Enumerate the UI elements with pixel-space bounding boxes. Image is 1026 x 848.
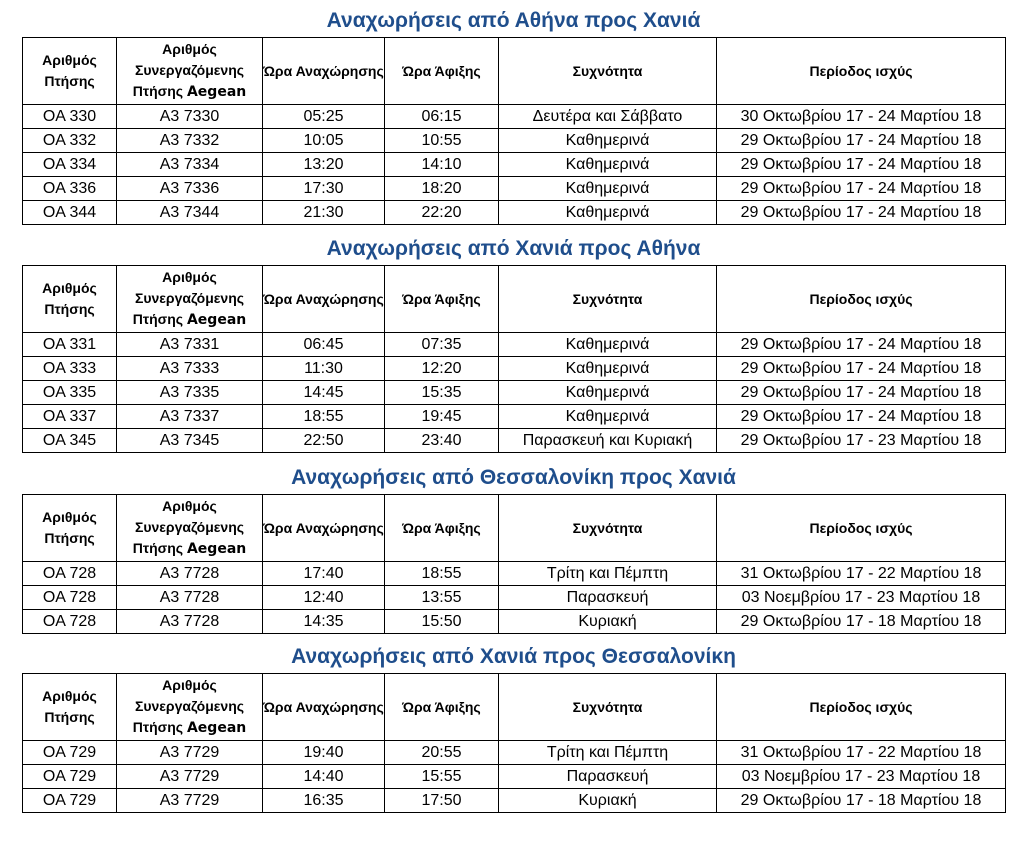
cell-validity-period: 31 Οκτωβρίου 17 - 22 Μαρτίου 18 <box>717 741 1006 765</box>
cell-validity-period: 29 Οκτωβρίου 17 - 24 Μαρτίου 18 <box>717 177 1006 201</box>
cell-arrival-time: 13:55 <box>385 586 499 610</box>
cell-codeshare-number: A3 7337 <box>117 405 263 429</box>
cell-codeshare-number: A3 7728 <box>117 610 263 634</box>
cell-validity-period: 29 Οκτωβρίου 17 - 24 Μαρτίου 18 <box>717 357 1006 381</box>
section-title: Αναχωρήσεις από Χανιά προς Θεσσαλονίκη <box>291 645 736 668</box>
section-title: Αναχωρήσεις από Χανιά προς Αθήνα <box>326 237 701 260</box>
cell-frequency: Παρασκευή <box>499 586 717 610</box>
cell-departure-time: 19:40 <box>263 741 385 765</box>
cell-codeshare-number: A3 7331 <box>117 333 263 357</box>
schedule-table <box>22 494 1006 634</box>
header-flight-number: Αριθμός Πτήσης <box>23 266 117 333</box>
header-codeshare-line3: Πτήσης <box>132 540 184 556</box>
cell-departure-time: 14:40 <box>263 765 385 789</box>
cell-frequency: Καθημερινά <box>499 357 717 381</box>
schedule-table <box>22 37 1006 225</box>
cell-flight-number: OA 728 <box>23 562 117 586</box>
header-validity-period: Περίοδος ισχύς <box>717 495 1006 562</box>
cell-departure-time: 17:40 <box>263 562 385 586</box>
cell-codeshare-number: A3 7729 <box>117 741 263 765</box>
cell-arrival-time: 18:20 <box>385 177 499 201</box>
cell-flight-number: OA 336 <box>23 177 117 201</box>
cell-departure-time: 10:05 <box>263 129 385 153</box>
schedule-table <box>22 673 1006 813</box>
header-codeshare-line3: Πτήσης <box>132 311 184 327</box>
header-departure-time: Ώρα Αναχώρησης <box>263 495 385 562</box>
cell-flight-number: OA 344 <box>23 201 117 225</box>
cell-arrival-time: 10:55 <box>385 129 499 153</box>
cell-arrival-time: 19:45 <box>385 405 499 429</box>
table-row <box>23 765 1006 789</box>
table-row <box>23 741 1006 765</box>
cell-departure-time: 14:45 <box>263 381 385 405</box>
cell-codeshare-number: A3 7344 <box>117 201 263 225</box>
header-flight-number: Αριθμός Πτήσης <box>23 674 117 741</box>
cell-frequency: Καθημερινά <box>499 333 717 357</box>
header-arrival-time: Ώρα Άφιξης <box>385 38 499 105</box>
cell-flight-number: OA 337 <box>23 405 117 429</box>
cell-departure-time: 11:30 <box>263 357 385 381</box>
header-arrival-time: Ώρα Άφιξης <box>385 266 499 333</box>
cell-frequency: Καθημερινά <box>499 153 717 177</box>
cell-arrival-time: 20:55 <box>385 741 499 765</box>
cell-validity-period: 29 Οκτωβρίου 17 - 24 Μαρτίου 18 <box>717 201 1006 225</box>
cell-codeshare-number: A3 7330 <box>117 105 263 129</box>
cell-arrival-time: 18:55 <box>385 562 499 586</box>
cell-arrival-time: 22:20 <box>385 201 499 225</box>
cell-arrival-time: 06:15 <box>385 105 499 129</box>
cell-validity-period: 29 Οκτωβρίου 17 - 18 Μαρτίου 18 <box>717 610 1006 634</box>
header-codeshare-line1: Αριθμός <box>162 498 217 514</box>
header-aegean-brand: Aegean <box>186 720 247 736</box>
cell-frequency: Δευτέρα και Σάββατο <box>499 105 717 129</box>
header-codeshare-flight <box>117 674 263 741</box>
header-codeshare-flight <box>117 38 263 105</box>
cell-validity-period: 29 Οκτωβρίου 17 - 24 Μαρτίου 18 <box>717 405 1006 429</box>
header-row <box>23 266 1006 333</box>
header-validity-period: Περίοδος ισχύς <box>717 674 1006 741</box>
cell-frequency: Καθημερινά <box>499 381 717 405</box>
cell-frequency: Παρασκευή <box>499 765 717 789</box>
cell-validity-period: 29 Οκτωβρίου 17 - 24 Μαρτίου 18 <box>717 129 1006 153</box>
cell-departure-time: 05:25 <box>263 105 385 129</box>
cell-frequency: Κυριακή <box>499 789 717 813</box>
cell-flight-number: OA 334 <box>23 153 117 177</box>
header-aegean-brand: Aegean <box>186 84 247 100</box>
cell-departure-time: 06:45 <box>263 333 385 357</box>
table-row <box>23 610 1006 634</box>
cell-codeshare-number: A3 7333 <box>117 357 263 381</box>
header-codeshare-line1: Αριθμός <box>162 269 217 285</box>
header-codeshare-line3: Πτήσης <box>132 719 184 735</box>
cell-arrival-time: 15:50 <box>385 610 499 634</box>
cell-arrival-time: 17:50 <box>385 789 499 813</box>
cell-flight-number: OA 729 <box>23 789 117 813</box>
header-departure-time: Ώρα Αναχώρησης <box>263 266 385 333</box>
cell-validity-period: 31 Οκτωβρίου 17 - 22 Μαρτίου 18 <box>717 562 1006 586</box>
cell-departure-time: 14:35 <box>263 610 385 634</box>
cell-arrival-time: 14:10 <box>385 153 499 177</box>
table-row <box>23 201 1006 225</box>
cell-validity-period: 29 Οκτωβρίου 17 - 24 Μαρτίου 18 <box>717 153 1006 177</box>
table-row <box>23 789 1006 813</box>
table-row <box>23 153 1006 177</box>
section-title: Αναχωρήσεις από Αθήνα προς Χανιά <box>326 9 701 32</box>
cell-flight-number: OA 728 <box>23 586 117 610</box>
header-frequency: Συχνότητα <box>499 674 717 741</box>
header-departure-time: Ώρα Αναχώρησης <box>263 674 385 741</box>
cell-frequency: Καθημερινά <box>499 177 717 201</box>
cell-frequency: Τρίτη και Πέμπτη <box>499 741 717 765</box>
table-row <box>23 105 1006 129</box>
table-row <box>23 405 1006 429</box>
cell-validity-period: 03 Νοεμβρίου 17 - 23 Μαρτίου 18 <box>717 765 1006 789</box>
cell-validity-period: 29 Οκτωβρίου 17 - 23 Μαρτίου 18 <box>717 429 1006 453</box>
cell-arrival-time: 15:55 <box>385 765 499 789</box>
table-row <box>23 562 1006 586</box>
cell-arrival-time: 12:20 <box>385 357 499 381</box>
table-row <box>23 429 1006 453</box>
header-codeshare-line1: Αριθμός <box>162 677 217 693</box>
cell-flight-number: OA 729 <box>23 765 117 789</box>
cell-departure-time: 17:30 <box>263 177 385 201</box>
header-codeshare-flight <box>117 495 263 562</box>
cell-validity-period: 29 Οκτωβρίου 17 - 24 Μαρτίου 18 <box>717 333 1006 357</box>
cell-frequency: Καθημερινά <box>499 129 717 153</box>
header-frequency: Συχνότητα <box>499 266 717 333</box>
cell-flight-number: OA 330 <box>23 105 117 129</box>
cell-departure-time: 12:40 <box>263 586 385 610</box>
header-validity-period: Περίοδος ισχύς <box>717 38 1006 105</box>
cell-frequency: Παρασκευή και Κυριακή <box>499 429 717 453</box>
cell-codeshare-number: A3 7335 <box>117 381 263 405</box>
header-codeshare-line2: Συνεργαζόμενης <box>134 62 245 78</box>
table-row <box>23 357 1006 381</box>
table-row <box>23 333 1006 357</box>
schedule-table <box>22 265 1006 453</box>
cell-codeshare-number: A3 7334 <box>117 153 263 177</box>
cell-frequency: Καθημερινά <box>499 201 717 225</box>
cell-frequency: Τρίτη και Πέμπτη <box>499 562 717 586</box>
header-frequency: Συχνότητα <box>499 38 717 105</box>
cell-frequency: Καθημερινά <box>499 405 717 429</box>
table-row <box>23 177 1006 201</box>
header-codeshare-line2: Συνεργαζόμενης <box>134 698 245 714</box>
table-row <box>23 586 1006 610</box>
table-row <box>23 129 1006 153</box>
header-row <box>23 674 1006 741</box>
cell-arrival-time: 07:35 <box>385 333 499 357</box>
header-validity-period: Περίοδος ισχύς <box>717 266 1006 333</box>
table-row <box>23 381 1006 405</box>
cell-codeshare-number: A3 7728 <box>117 562 263 586</box>
cell-codeshare-number: A3 7728 <box>117 586 263 610</box>
cell-departure-time: 21:30 <box>263 201 385 225</box>
cell-flight-number: OA 335 <box>23 381 117 405</box>
cell-codeshare-number: A3 7729 <box>117 789 263 813</box>
header-arrival-time: Ώρα Άφιξης <box>385 674 499 741</box>
header-codeshare-line2: Συνεργαζόμενης <box>134 290 245 306</box>
cell-frequency: Κυριακή <box>499 610 717 634</box>
cell-flight-number: OA 728 <box>23 610 117 634</box>
cell-arrival-time: 23:40 <box>385 429 499 453</box>
cell-arrival-time: 15:35 <box>385 381 499 405</box>
header-frequency: Συχνότητα <box>499 495 717 562</box>
cell-departure-time: 16:35 <box>263 789 385 813</box>
section-title: Αναχωρήσεις από Θεσσαλονίκη προς Χανιά <box>291 466 736 489</box>
cell-flight-number: OA 332 <box>23 129 117 153</box>
header-departure-time: Ώρα Αναχώρησης <box>263 38 385 105</box>
header-row <box>23 495 1006 562</box>
cell-departure-time: 13:20 <box>263 153 385 177</box>
header-flight-number: Αριθμός Πτήσης <box>23 495 117 562</box>
header-row <box>23 38 1006 105</box>
cell-codeshare-number: A3 7332 <box>117 129 263 153</box>
header-codeshare-line2: Συνεργαζόμενης <box>134 519 245 535</box>
header-aegean-brand: Aegean <box>186 312 247 328</box>
cell-codeshare-number: A3 7729 <box>117 765 263 789</box>
cell-codeshare-number: A3 7336 <box>117 177 263 201</box>
cell-validity-period: 29 Οκτωβρίου 17 - 24 Μαρτίου 18 <box>717 381 1006 405</box>
cell-departure-time: 22:50 <box>263 429 385 453</box>
header-codeshare-line1: Αριθμός <box>162 41 217 57</box>
cell-flight-number: OA 345 <box>23 429 117 453</box>
cell-validity-period: 03 Νοεμβρίου 17 - 23 Μαρτίου 18 <box>717 586 1006 610</box>
header-codeshare-flight <box>117 266 263 333</box>
header-arrival-time: Ώρα Άφιξης <box>385 495 499 562</box>
header-flight-number: Αριθμός Πτήσης <box>23 38 117 105</box>
cell-validity-period: 30 Οκτωβρίου 17 - 24 Μαρτίου 18 <box>717 105 1006 129</box>
header-codeshare-line3: Πτήσης <box>132 83 184 99</box>
cell-codeshare-number: A3 7345 <box>117 429 263 453</box>
cell-flight-number: OA 331 <box>23 333 117 357</box>
header-aegean-brand: Aegean <box>186 541 247 557</box>
cell-departure-time: 18:55 <box>263 405 385 429</box>
cell-flight-number: OA 729 <box>23 741 117 765</box>
cell-flight-number: OA 333 <box>23 357 117 381</box>
cell-validity-period: 29 Οκτωβρίου 17 - 18 Μαρτίου 18 <box>717 789 1006 813</box>
